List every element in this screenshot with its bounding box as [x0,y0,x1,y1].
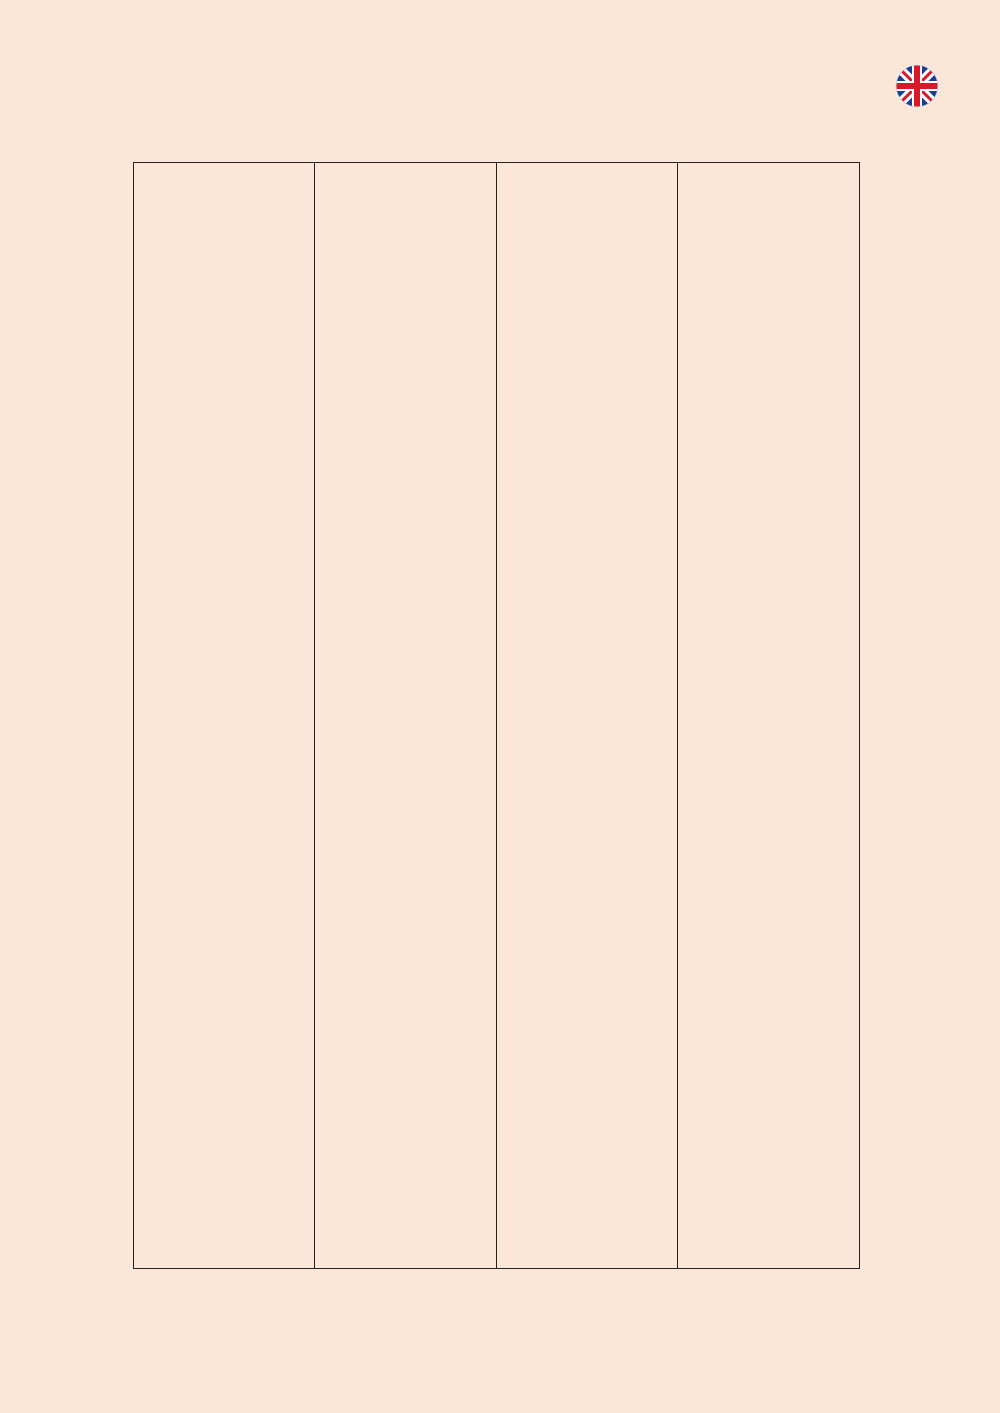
vocabulary-table [133,162,860,1269]
translation-column-2 [678,163,859,1268]
word-column-1 [134,163,315,1268]
word-column-2 [497,163,678,1268]
uk-flag-icon [894,63,940,109]
translation-column-1 [315,163,496,1268]
